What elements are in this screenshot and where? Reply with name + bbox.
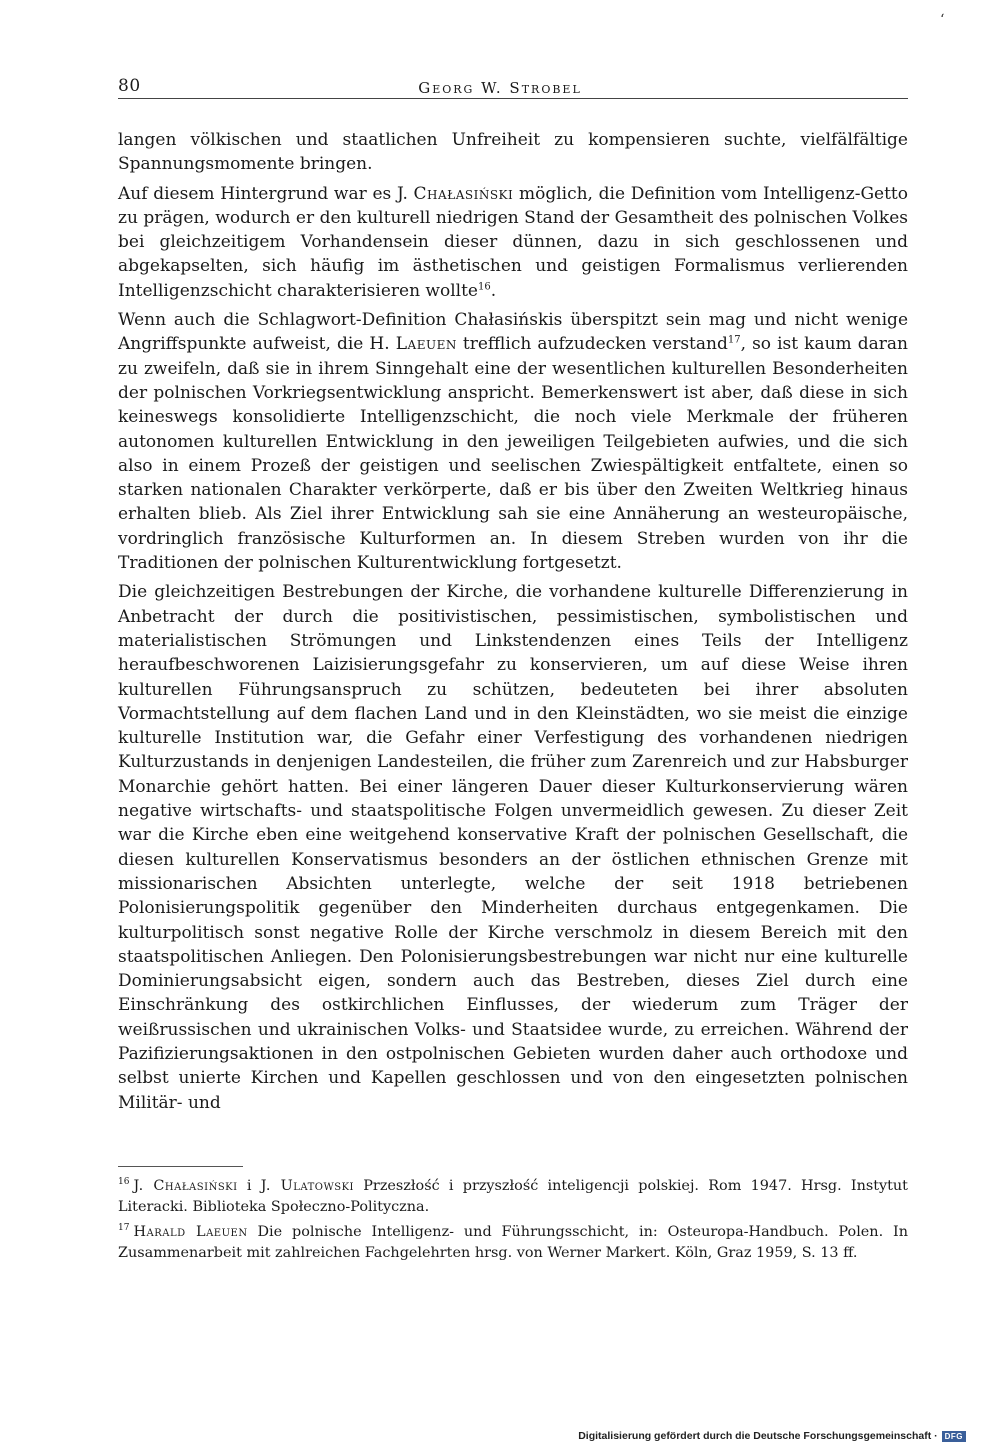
footnote-ref-16[interactable]: 16 — [478, 281, 491, 293]
paragraph-2 — [118, 182, 908, 303]
footnotes — [118, 1176, 908, 1264]
footnote-17-number: 17 — [118, 1223, 130, 1234]
footnote-17-text: Die polnische Intelligenz- und Führungsschicht, in: Osteuropa-Handbuch. Polen. In Zusammenarbeit mit zahlreichen Fachgelehrten hrsg. von Werner Markert. Köln, Graz 1959, S. 13 ff. — [118, 1224, 908, 1261]
running-head-author: Georg W. Strobel — [418, 79, 582, 97]
paragraph-2-text-a: Auf diesem Hintergrund war es J. — [118, 183, 414, 204]
paragraph-2-end: . — [490, 280, 497, 301]
dfg-logo-icon: DFG — [942, 1431, 966, 1442]
paragraph-3-text-a: Wenn auch die Schlagwort-Definition Chałasińskis überspitzt sein mag und nicht wenige Angriffspunkte aufweist, die H. — [118, 310, 908, 355]
digitization-credit — [578, 1430, 966, 1442]
digitization-credit-text: Digitalisierung gefördert durch die Deutsche Forschungsgemeinschaft · — [578, 1430, 938, 1442]
header-rule — [118, 98, 908, 99]
main-text — [118, 128, 908, 1115]
footnote-ref-17[interactable]: 17 — [727, 334, 741, 346]
footnote-17-author: Harald Laeuen — [133, 1224, 248, 1240]
page-number: 80 — [118, 76, 141, 96]
scan-corner-mark: ʻ — [940, 12, 945, 28]
paragraph-2-text-b: möglich, die Definition vom Intelligenz-Getto zu prägen, wodurch er den kulturell niedrigen Stand der Gesamtheit des polnischen Volkes bei gleichzeitigem Vorhandensein dieser dünnen, dazu in sich geschlossenen und abgekapselten, sich häufig im ästhetischen und geistigen Formalismus verlierenden Intelligenzschicht charakterisieren wollte — [118, 183, 908, 301]
paragraph-4: Die gleichzeitigen Bestrebungen der Kirche, die vorhandene kulturelle Differenzierung in Anbetracht der durch die positivistischen, pessimistischen, symbolistischen und materialistischen Strömungen und Linkstendenzen eines Teils der Intelligenz heraufbeschworenen Laizisierungsgefahr zu konservieren, um auf diese Weise ihren kulturellen Führungsanspruch zu schützen, bedeuteten bei ihrer absoluten Vormachtstellung auf dem flachen Land und in den Kleinstädten, wo sie meist die einzige kulturelle Institution war, die Gefahr einer Verfestigung des vorhandenen niedrigen Kulturzustands in denjenigen Landesteilen, die früher zum Zarenreich und zur Habsburger Monarchie gehört hatten. Bei einer längeren Dauer dieser Kulturkonservierung wären negative wirtschafts- und staatspolitische Folgen unvermeidlich gewesen. Zu dieser Zeit war die Kirche eben eine weitgehend konservative Kraft der polnischen Gesellschaft, die diesen kulturellen Konservatismus besonders an der östlichen ethnischen Grenze mit missionarischen Absichten unterlegte, welche der seit 1918 betriebenen Polonisierungspolitik gegenüber den Minderheiten durchaus entgegenkamen. Die kulturpolitisch sonst negative Rolle der Kirche verschmolz in diesem Bereich mit den staatspolitischen Anliegen. Den Polonisierungsbestrebungen war nicht nur eine kulturelle Dominierungsabsicht eigen, sondern auch das Bestreben, dieses Ziel durch eine Einschränkung des ostkirchlichen Einflusses, der wiederum zum Träger der weißrussischen und ukrainischen Volks- und Staatsidee wurde, zu erreichen. Während der Pazifizierungsaktionen in den ostpolnischen Gebieten wurden daher auch orthodoxe und selbst unierte Kirchen und Kapellen geschlossen und von den eingesetzten polnischen Militär- und — [118, 582, 908, 1113]
footnote-16-author-1: J. Chałasiński — [133, 1178, 238, 1194]
paragraph-1: langen völkischen und staatlichen Unfreiheit zu kompensieren suchte, vielfälfältige Spannungsmomente bringen. — [118, 130, 908, 175]
footnote-16-text: Przeszłość i przyszłość inteligencji polskiej. Rom 1947. Hrsg. Instytut Literacki. Biblioteka Społeczno-Polityczna. — [118, 1178, 908, 1215]
footnote-16-author-2: J. Ulatowski — [260, 1178, 355, 1194]
footnote-16-number: 16 — [118, 1177, 130, 1188]
paragraph-3-text-b: trefflich aufzudecken verstand — [456, 334, 728, 355]
paragraph-3 — [118, 308, 908, 575]
paragraph-3-text-c: , so ist kaum daran zu zweifeln, daß sie in ihrem Sinngehalt eine der wesentlichen kulturellen Besonderheiten der polnischen Vorkriegsentwicklung anspricht. Bemerkenswert ist aber, daß diese in sich keineswegs konsolidierte Intelligenzschicht, die noch viele Merkmale der früheren autonomen kulturellen Entwicklung in den jeweiligen Teilgebieten aufwies, und die sich also in einem Prozeß der geistigen und seelischen Zwiespältigkeit entfaltete, einen so starken nationalen Charakter verkörperte, daß er bis über den Zweiten Weltkrieg hinaus erhalten blieb. Als Ziel ihrer Entwicklung sah sie eine Annäherung an westeuropäische, vordringlich französische Kulturformen an. In diesem Streben wurden von ihr die Traditionen der polnischen Kulturentwicklung fortgesetzt. — [118, 334, 908, 574]
footnote-rule — [118, 1166, 243, 1167]
author-name-chalasinski: Chałasiński — [413, 183, 514, 204]
author-name-laeuen: Laeuen — [395, 334, 457, 355]
footnote-16 — [118, 1176, 908, 1218]
footnote-17 — [118, 1222, 908, 1264]
footnote-16-conjunction: i — [237, 1178, 261, 1194]
